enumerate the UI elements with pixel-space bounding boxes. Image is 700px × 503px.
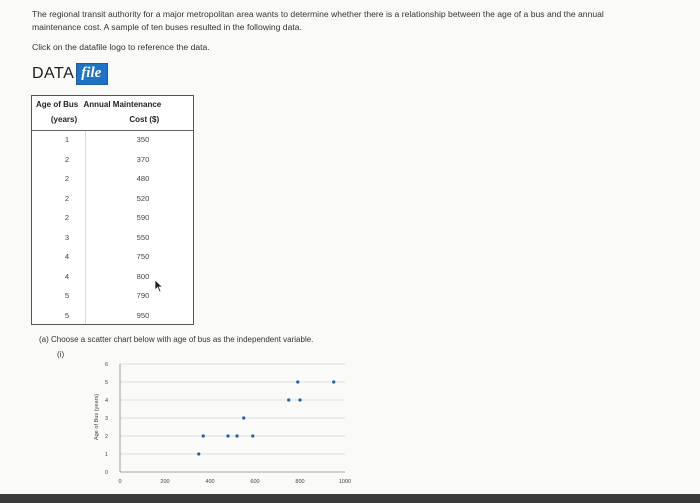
y-axis-label: Age of Bus (years) [94, 393, 100, 441]
data-point [242, 416, 245, 419]
cell-cost: 790 [136, 291, 150, 300]
table-row [32, 190, 193, 210]
cell-age: 2 [64, 174, 70, 183]
table-header [32, 96, 193, 131]
cell-age: 2 [64, 154, 70, 164]
table-row [32, 248, 193, 268]
cell-age: 5 [64, 291, 70, 300]
y-tick-label: 6 [104, 362, 108, 368]
header-age-of-bus: Age of Bus [36, 100, 79, 109]
cell-age: 2 [64, 193, 70, 203]
datafile-hint: Click on the datafile logo to reference the data. [32, 42, 210, 52]
x-tick-label: 600 [250, 479, 260, 485]
table-row [32, 307, 193, 327]
x-tick-labels [118, 479, 351, 485]
chart-option-label: (i) [57, 350, 65, 359]
x-tick-label: 1000 [338, 479, 352, 485]
table-row [32, 287, 193, 307]
data-point [296, 380, 299, 383]
data-point [235, 434, 238, 437]
cell-cost: 520 [136, 193, 150, 203]
data-point [287, 398, 290, 401]
table-body [32, 131, 193, 326]
cell-cost: 550 [136, 232, 150, 242]
x-tick-label: 200 [160, 479, 170, 485]
header-annual-maintenance: Annual Maintenance [83, 100, 162, 109]
y-tick-label: 1 [104, 452, 108, 458]
y-tick-label: 2 [104, 434, 108, 440]
problem-line-1: The regional transit authority for a major metropolitan area wants to determine whether there is a relationship between the age of a bus and the annual [32, 9, 604, 19]
y-tick-label: 5 [104, 380, 108, 386]
question-a: (a) Choose a scatter chart below with age of bus as the independent variable. [39, 335, 314, 344]
cell-cost: 480 [136, 174, 150, 183]
table-row [32, 131, 193, 151]
data-point [202, 434, 205, 437]
cell-age: 1 [64, 135, 70, 144]
cell-cost: 370 [136, 154, 150, 164]
table-row [32, 268, 193, 288]
x-tick-label: 400 [205, 479, 215, 485]
table-row [32, 229, 193, 249]
table-header-row-1 [36, 100, 161, 109]
cell-cost: 750 [136, 252, 150, 261]
x-tick-label: 800 [295, 479, 305, 485]
datafile-logo[interactable] [32, 62, 108, 86]
header-years: (years) [50, 115, 78, 124]
table-row [32, 151, 193, 171]
data-point [251, 434, 254, 437]
bottom-bar [0, 494, 700, 503]
table-header-row-2 [36, 115, 186, 124]
cell-age: 4 [64, 271, 70, 281]
scatter-chart[interactable] [60, 355, 360, 487]
cell-cost: 350 [136, 135, 150, 144]
mouse-cursor-icon [154, 279, 164, 298]
data-point [197, 452, 200, 455]
data-point [332, 380, 335, 383]
cell-age: 4 [64, 252, 70, 261]
y-tick-labels [105, 362, 108, 476]
cell-cost: 950 [136, 310, 150, 320]
datafile-logo-file-text: file [76, 63, 108, 85]
problem-statement [32, 8, 682, 34]
header-cost: Cost ($) [129, 115, 160, 124]
chart-grid [120, 364, 345, 472]
table-row [32, 170, 193, 190]
cell-age: 2 [64, 213, 70, 222]
x-tick-label: 0 [118, 479, 122, 485]
problem-line-2: maintenance cost. A sample of ten buses resulted in the following data. [32, 22, 302, 32]
y-tick-label: 0 [104, 470, 108, 476]
y-tick-label: 3 [104, 416, 108, 422]
datafile-logo-data-text: DATA [32, 65, 75, 82]
cell-cost: 800 [136, 271, 150, 281]
cell-age: 3 [64, 232, 70, 242]
y-tick-label: 4 [104, 398, 108, 404]
data-point [298, 398, 301, 401]
cell-age: 5 [64, 310, 70, 320]
data-point [226, 434, 229, 437]
data-table [31, 95, 194, 325]
cell-cost: 590 [136, 213, 150, 222]
table-row [32, 209, 193, 229]
